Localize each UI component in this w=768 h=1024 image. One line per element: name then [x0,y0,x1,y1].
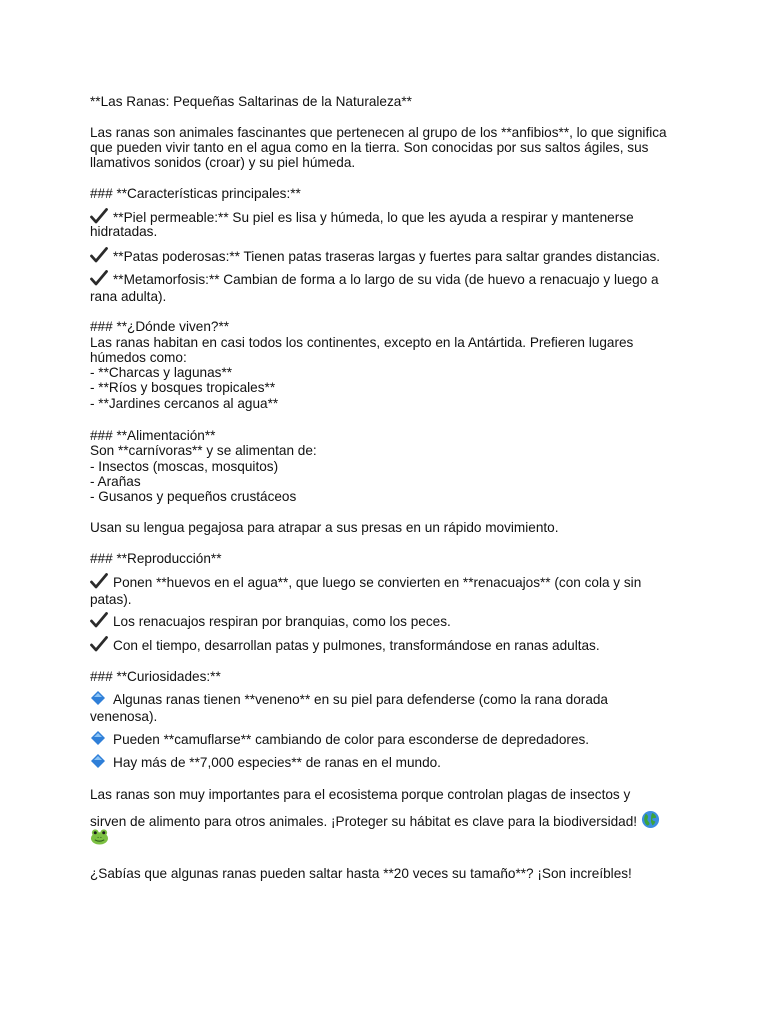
alimentacion-paragraph: Usan su lengua pegajosa para atrapar a sus presas en un rápido movimiento. [90,520,559,535]
donde-list-item: - **Ríos y bosques tropicales** [90,380,276,395]
check-mark-icon [90,636,108,652]
list-item [90,753,441,771]
list-item-text: Ponen **huevos en el agua**, que luego se convierten en **renacuajos** (con cola y sin [113,575,642,590]
donde-line: Las ranas habitan en casi todos los continentes, excepto en la Antártida. Prefieren lugares [90,335,634,350]
heading-caracteristicas: ### **Características principales:** [90,186,301,201]
list-item [90,690,608,708]
heading-donde: ### **¿Dónde viven?** [90,319,230,334]
list-item-text: Hay más de **7,000 especies** de ranas en el mundo. [113,755,441,770]
heading-curiosidades: ### **Curiosidades:** [90,669,221,684]
document-title: **Las Ranas: Pequeñas Saltarinas de la Naturaleza** [90,94,412,109]
list-item-text: Algunas ranas tienen **veneno** en su piel para defenderse (como la rana dorada [113,692,608,707]
list-item-continuation: rana adulta). [90,289,167,304]
intro-line-1: Las ranas son animales fascinantes que pertenecen al grupo de los **anfibios**, lo que significa [90,125,667,140]
heading-reproduccion: ### **Reproducción** [90,551,222,566]
alimentacion-list-item: - Gusanos y pequeños crustáceos [90,489,297,504]
donde-list-item: - **Jardines cercanos al agua** [90,396,279,411]
heading-alimentacion: ### **Alimentación** [90,428,216,443]
list-item-text: **Piel permeable:** Su piel es lisa y húmeda, lo que les ayuda a respirar y mantenerse [113,210,634,225]
list-item [90,730,589,748]
donde-list-item: - **Charcas y lagunas** [90,365,233,380]
check-mark-icon [90,612,108,628]
list-item-continuation: venenosa). [90,709,158,724]
donde-line: húmedos como: [90,350,187,365]
list-item [90,208,634,226]
conclusion-text: sirven de alimento para otros animales. ¡Proteger su hábitat es clave para la biodiversidad! [90,814,638,829]
frog-face-icon [90,828,109,849]
conclusion-line-1: Las ranas son muy importantes para el ecosistema porque controlan plagas de insectos y [90,787,631,802]
blue-diamond-icon [90,753,108,769]
list-item-text: Con el tiempo, desarrollan patas y pulmones, transformándose en ranas adultas. [113,638,600,653]
check-mark-icon [90,208,108,224]
globe-icon [641,810,660,833]
list-item [90,247,660,265]
intro-line-2: que pueden vivir tanto en el agua como en la tierra. Son conocidas por sus saltos ágiles, sus [90,140,649,155]
list-item-continuation: hidratadas. [90,224,158,239]
check-mark-icon [90,247,108,263]
frog-line [90,828,109,849]
alimentacion-list-item: - Arañas [90,474,141,489]
list-item [90,270,659,288]
check-mark-icon [90,573,108,589]
list-item [90,573,641,591]
closing-question: ¿Sabías que algunas ranas pueden saltar hasta **20 veces su tamaño**? ¡Son increíbles! [90,866,632,881]
list-item-continuation: patas). [90,592,132,607]
list-item-text: Pueden **camuflarse** cambiando de color para esconderse de depredadores. [113,732,590,747]
blue-diamond-icon [90,730,108,746]
list-item-text: **Metamorfosis:** Cambian de forma a lo largo de su vida (de huevo a renacuajo y luego a [113,272,659,287]
list-item-text: Los renacuajos respiran por branquias, como los peces. [113,614,451,629]
alimentacion-list-item: - Insectos (moscas, mosquitos) [90,459,279,474]
blue-diamond-icon [90,690,108,706]
list-item [90,612,451,630]
list-item [90,636,600,654]
conclusion-line-2 [90,810,660,833]
list-item-text: **Patas poderosas:** Tienen patas traseras largas y fuertes para saltar grandes distancias. [113,249,661,264]
alimentacion-line: Son **carnívoras** y se alimentan de: [90,443,317,458]
intro-line-3: llamativos sonidos (croar) y su piel húmeda. [90,155,356,170]
check-mark-icon [90,270,108,286]
